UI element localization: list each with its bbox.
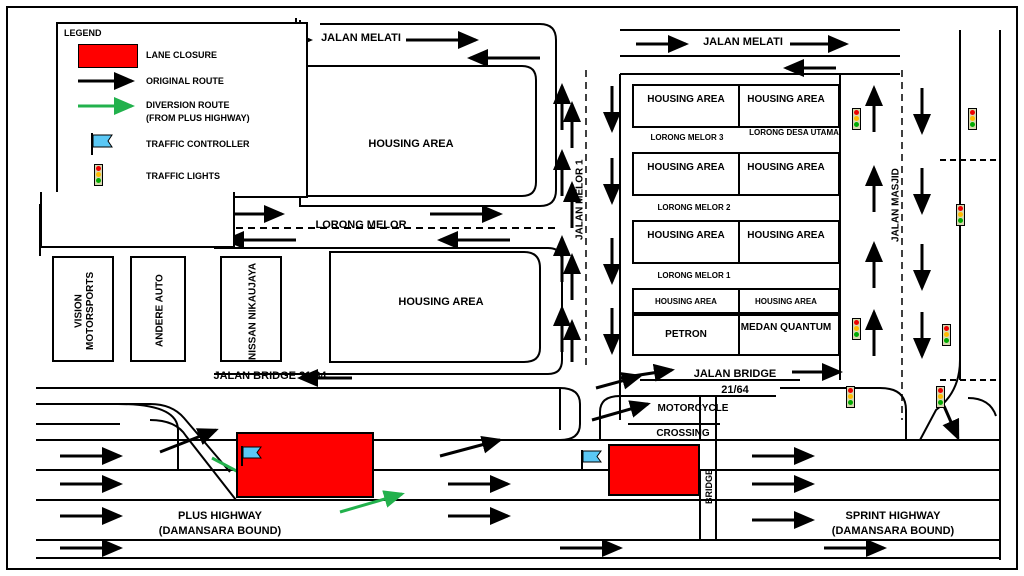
traffic-light-6: [846, 386, 855, 408]
label-motorcycle: MOTORCYCLE: [657, 403, 729, 414]
legend-label-traffic-controller: TRAFFIC CONTROLLER: [146, 139, 250, 149]
label-lorong-melor: LORONG MELOR: [315, 219, 407, 231]
label-sprint-highway-sub: (DAMANSARA BOUND): [831, 525, 955, 537]
medan-quantum-label: MEDAN QUANTUM: [740, 322, 832, 333]
label-lorong-desa-utama: LORONG DESA UTAMA: [749, 128, 839, 137]
block-nissan-nikaujaya-label: NISSAN NIKAUJAYA: [247, 262, 259, 360]
legend-label-traffic-lights: TRAFFIC LIGHTS: [146, 171, 220, 181]
label-lorong-melor-1: LORONG MELOR 1: [657, 271, 731, 280]
label-jalan-bridge-right: JALAN BRIDGE: [693, 368, 777, 380]
housing-4-label: HOUSING AREA: [747, 162, 825, 173]
lane-closure-bridge: [608, 444, 700, 496]
label-plus-highway-sub: (DAMANSARA BOUND): [158, 525, 282, 537]
label-jalan-bridge-right-2: 21/64: [721, 384, 749, 396]
housing-5-label: HOUSING AREA: [647, 230, 725, 241]
legend-panel: [56, 22, 308, 198]
legend-label-lane-closure: LANE CLOSURE: [146, 50, 218, 60]
label-crossing: CROSSING: [656, 428, 710, 439]
label-jalan-melor-1: JALAN MELOR 1: [574, 159, 586, 241]
block-vision-motorsports: [52, 256, 114, 362]
block-vision-motorsports-label: VISION MOTORSPORTS: [73, 271, 96, 351]
legend-label-diversion-route: DIVERSION ROUTE: [146, 100, 230, 110]
legend-title: LEGEND: [64, 28, 102, 38]
housing-7-label: HOUSING AREA: [655, 297, 717, 306]
housing-pair-4: [632, 288, 840, 314]
housing-8-label: HOUSING AREA: [755, 297, 817, 306]
traffic-light-5: [942, 324, 951, 346]
label-bridge: BRIDGE: [703, 468, 714, 504]
traffic-light-1: [852, 108, 861, 130]
label-plus-highway: PLUS HIGHWAY: [178, 510, 262, 522]
housing-pair-3: [632, 220, 840, 264]
block-nissan-nikaujaya: [220, 256, 282, 362]
block-housing-left-top: HOUSING AREA: [368, 138, 454, 150]
label-lorong-melor-3: LORONG MELOR 3: [650, 133, 724, 142]
legend-label-original-route: ORIGINAL ROUTE: [146, 76, 224, 86]
label-jalan-melati-right: JALAN MELATI: [703, 36, 783, 48]
legend-label-diversion-route-sub: (FROM PLUS HIGHWAY): [146, 113, 250, 123]
traffic-light-4: [852, 318, 861, 340]
traffic-light-7: [936, 386, 945, 408]
label-jalan-bridge-left: JALAN BRIDGE 21/64: [213, 370, 327, 382]
traffic-light-2: [968, 108, 977, 130]
housing-pair-2: [632, 152, 840, 196]
petron-label: PETRON: [665, 329, 707, 340]
housing-6-label: HOUSING AREA: [747, 230, 825, 241]
housing-2-label: HOUSING AREA: [747, 94, 825, 105]
legend-swatch-lane-closure: [78, 44, 138, 68]
block-housing-left-legend-box: [40, 192, 235, 248]
label-jalan-melati-left: JALAN MELATI: [321, 32, 401, 44]
block-andere-auto: [130, 256, 186, 362]
housing-3-label: HOUSING AREA: [647, 162, 725, 173]
traffic-light-icon-legend: [94, 164, 103, 186]
block-andere-auto-label: ANDERE AUTO: [154, 274, 166, 348]
traffic-light-3: [956, 204, 965, 226]
label-jalan-masjid: JALAN MASJID: [890, 168, 902, 242]
label-lorong-melor-2: LORONG MELOR 2: [657, 203, 731, 212]
label-sprint-highway: SPRINT HIGHWAY: [845, 510, 941, 522]
petron-medan-block: [632, 314, 840, 356]
housing-1-label: HOUSING AREA: [647, 94, 725, 105]
block-housing-left-mid: HOUSING AREA: [398, 296, 484, 308]
housing-pair-1: [632, 84, 840, 128]
